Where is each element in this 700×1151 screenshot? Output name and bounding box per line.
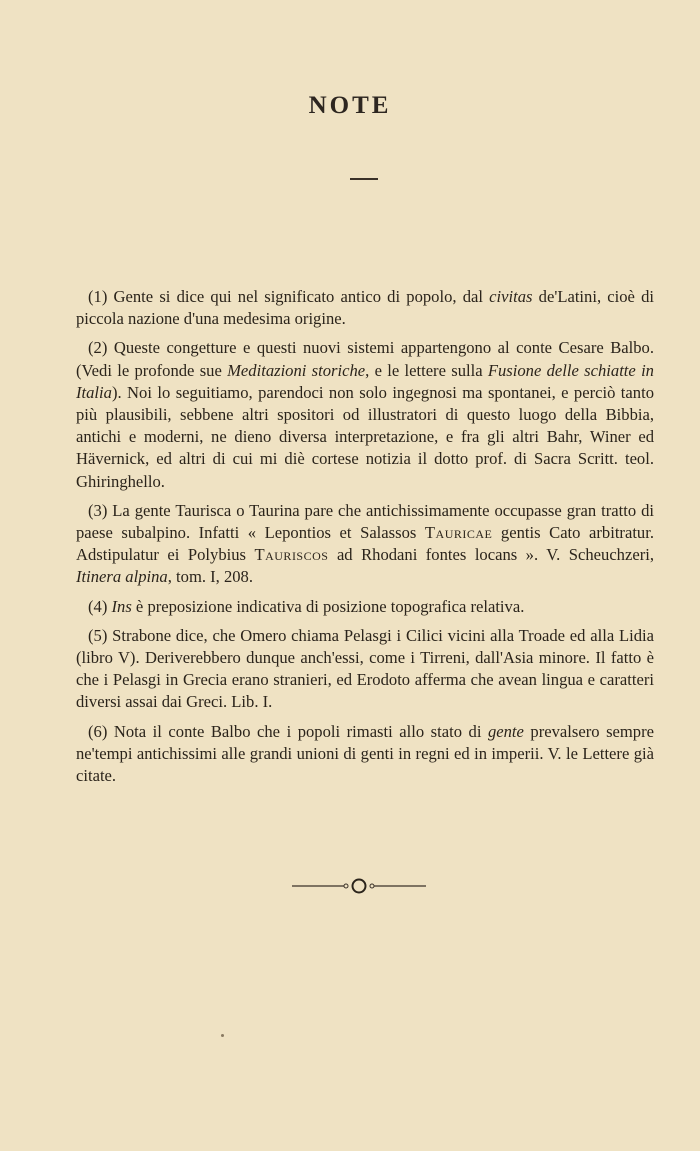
note-text: (6) Nota il conte Balbo che i popoli rimasti allo stato di [88, 721, 488, 741]
note-smallcaps: Tauriscos [254, 545, 329, 565]
notes-list [76, 286, 654, 794]
note-text: prevalsero sempre ne'tempi antichissimi alle grandi unioni di genti in regni ed in imperii. V. le Lettere già citate. [76, 721, 654, 786]
note-4 [76, 596, 654, 618]
note-text: , tom. I, 208. [167, 567, 254, 587]
note-italic: Itinera alpina [76, 567, 168, 587]
note-text: , e le lettere sulla [365, 360, 488, 380]
note-italic: Meditazioni storiche [227, 360, 366, 380]
note-text: (3) La gente Taurisca o Taurina pare che antichissimamente occupasse gran tratto di paese subalpino. Infatti « Lepontios et Salassos [76, 500, 654, 543]
note-italic: gente [487, 721, 524, 741]
note-text: (1) Gente si dice qui nel significato antico di popolo, dal [88, 287, 490, 306]
note-text: gentis Cato arbitratur. Adstipulatur ei Polybius [76, 523, 654, 565]
note-3 [76, 500, 654, 589]
note-text: (4) [88, 596, 112, 616]
note-2 [76, 337, 654, 492]
note-text: ). Noi lo seguitiamo, parendoci non solo ingegnosi ma spontanei, e perciò tanto più plausibili, sebbene altri spositori od illustratori di questo luogo della Bibbia, antichi e moderni, ne dieno diversa interpretazione, e fra gli altri Bahr, Winer ed Hävernick, ed altri di cui mi diè cortese notizia il dotto prof. di Sacra Scritt. teol. Ghiringhello. [76, 382, 654, 491]
page-title: NOTE [308, 92, 392, 119]
paper-speck [221, 1034, 224, 1037]
note-italic: civitas [489, 287, 533, 306]
title-rule [350, 178, 378, 180]
note-5 [76, 625, 654, 714]
note-6 [76, 721, 654, 788]
note-text: (2) Queste congetture e questi nuovi sistemi appartengono al conte Cesare Balbo. (Vedi le profonde sue [76, 338, 654, 380]
note-1 [76, 286, 654, 330]
note-italic: Fusione delle schiatte in Italia [76, 360, 654, 402]
note-text: de'Latini, cioè di piccola nazione d'una medesima origine. [76, 287, 655, 329]
note-text: ad Rhodani fontes locans ». V. Scheuchzeri, [328, 545, 654, 565]
note-smallcaps: Tauricae [424, 523, 493, 543]
ring-ornament-icon [292, 876, 426, 896]
note-text: (5) Strabone dice, che Omero chiama Pelasgi i Cilici vicini alla Troade ed alla Lidia (libro V). Deriverebbero dunque anch'essi, come i Tirreni, dall'Asia minore. Il fatto è che i Pelasgi in Grecia erano stranieri, ed Erodoto afferma che avean lingua e caratteri diversi assai dai Greci. Lib. I. [76, 625, 654, 712]
note-italic: Ins [111, 596, 132, 616]
note-text: è preposizione indicativa di posizione topografica relativa. [131, 596, 525, 616]
